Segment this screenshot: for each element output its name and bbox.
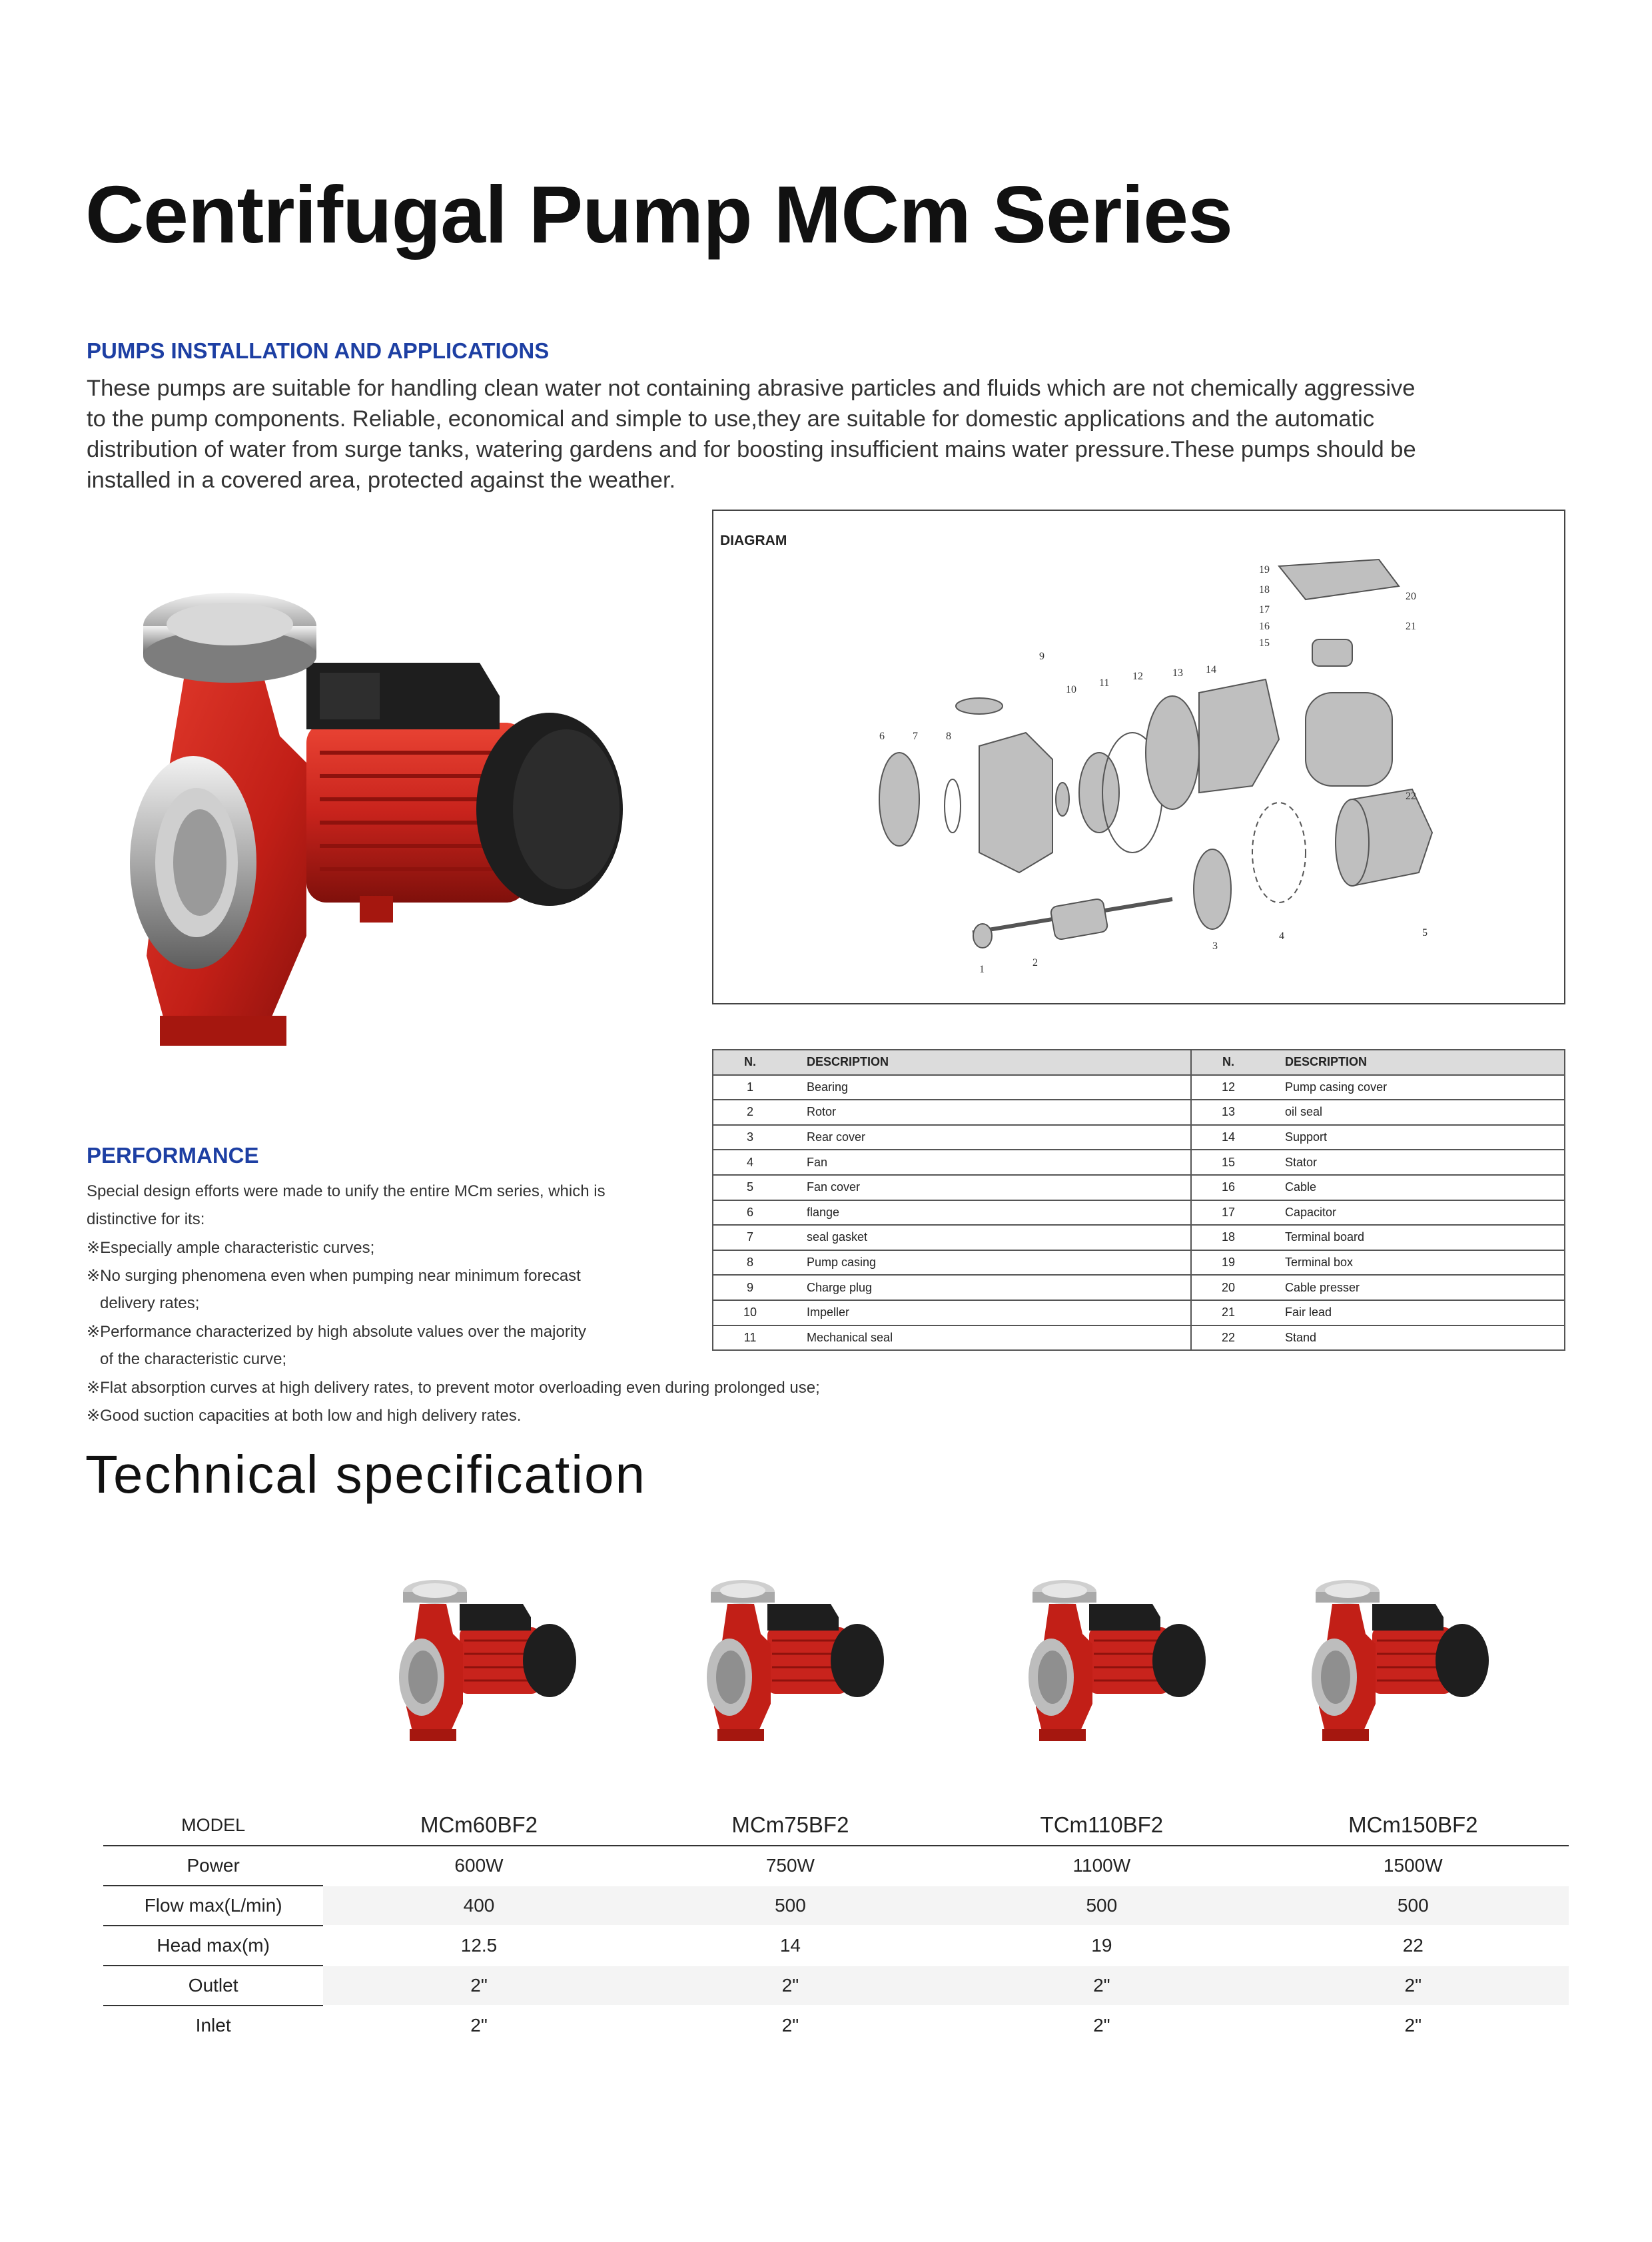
spec-value: 14 xyxy=(779,1935,801,1956)
callout-18: 18 xyxy=(1259,584,1270,595)
spec-row xyxy=(103,1886,1569,1925)
pump-thumbnail xyxy=(1019,1571,1206,1750)
callout-11: 11 xyxy=(1099,677,1110,689)
col-header-description-2: DESCRIPTION xyxy=(1265,1050,1565,1075)
part-description: Terminal board xyxy=(1265,1225,1565,1250)
diagram-label: DIAGRAM xyxy=(720,533,787,548)
performance-heading: PERFORMANCE xyxy=(87,1143,259,1168)
spec-row xyxy=(103,2006,1569,2045)
part-description: Capacitor xyxy=(1265,1200,1565,1226)
spec-value: 2" xyxy=(323,1966,634,2005)
spec-value: 1100W xyxy=(1072,1855,1131,1876)
parts-table-row xyxy=(713,1125,1565,1150)
callout-2: 2 xyxy=(1032,957,1038,968)
parts-table-body xyxy=(713,1075,1565,1351)
spec-value: 2" xyxy=(470,2015,488,2036)
part-description: Fan xyxy=(787,1150,1191,1175)
part-number: 21 xyxy=(1191,1300,1265,1325)
part-description: Rear cover xyxy=(787,1125,1191,1150)
callout-12: 12 xyxy=(1132,671,1143,682)
parts-table-row xyxy=(713,1150,1565,1175)
part-description: Rotor xyxy=(787,1100,1191,1125)
col-header-number: N. xyxy=(713,1050,787,1075)
pump-thumbnail xyxy=(697,1571,884,1750)
part-number: 17 xyxy=(1191,1200,1265,1226)
callout-21: 21 xyxy=(1406,621,1416,632)
spec-value: 600W xyxy=(454,1855,504,1876)
part-number: 1 xyxy=(713,1075,787,1100)
part-number: 22 xyxy=(1191,1325,1265,1351)
parts-table-row xyxy=(713,1075,1565,1100)
spec-label: Head max(m) xyxy=(157,1935,270,1956)
callout-9: 9 xyxy=(1039,651,1044,662)
part-number: 5 xyxy=(713,1175,787,1200)
part-number: 13 xyxy=(1191,1100,1265,1125)
part-number: 14 xyxy=(1191,1125,1265,1150)
spec-label: Flow max(L/min) xyxy=(144,1895,282,1916)
part-description: Impeller xyxy=(787,1300,1191,1325)
part-number: 8 xyxy=(713,1250,787,1276)
callout-16: 16 xyxy=(1259,621,1270,632)
spec-label: Power xyxy=(187,1855,240,1876)
part-description: Support xyxy=(1265,1125,1565,1150)
spec-value: 2" xyxy=(635,1966,946,2005)
performance-line: ※Especially ample characteristic curves; xyxy=(87,1239,375,1257)
part-number: 7 xyxy=(713,1225,787,1250)
callout-22: 22 xyxy=(1406,791,1416,802)
callout-3: 3 xyxy=(1212,940,1218,952)
part-description: Stand xyxy=(1265,1325,1565,1351)
performance-line: delivery rates; xyxy=(87,1294,200,1312)
spec-value: 500 xyxy=(635,1886,946,1925)
part-number: 12 xyxy=(1191,1075,1265,1100)
part-description: Cable presser xyxy=(1265,1275,1565,1300)
part-description: Terminal box xyxy=(1265,1250,1565,1276)
installation-line: to the pump components. Reliable, economical and simple to use,they are suitable for domestic applications and the automatic xyxy=(87,406,1375,432)
technical-specification-title: Technical specification xyxy=(85,1445,646,1504)
callout-10: 10 xyxy=(1066,684,1076,695)
installation-line: installed in a covered area, protected against the weather. xyxy=(87,468,676,493)
specification-table-body xyxy=(103,1805,1569,2045)
installation-line: distribution of water from surge tanks, watering gardens and for boosting insufficient mains water pressure.These pumps should be xyxy=(87,437,1416,462)
spec-label: Outlet xyxy=(188,1975,238,1996)
callout-8: 8 xyxy=(946,731,951,742)
exploded-view-diagram xyxy=(799,540,1465,992)
part-number: 4 xyxy=(713,1150,787,1175)
part-number: 19 xyxy=(1191,1250,1265,1276)
spec-row xyxy=(103,1926,1569,1965)
installation-heading: PUMPS INSTALLATION AND APPLICATIONS xyxy=(87,338,550,363)
part-description: flange xyxy=(787,1200,1191,1226)
performance-line: distinctive for its: xyxy=(87,1210,205,1228)
spec-value: 2" xyxy=(946,1966,1257,2005)
parts-table-row xyxy=(713,1250,1565,1276)
model-row xyxy=(103,1805,1569,1845)
performance-line: of the characteristic curve; xyxy=(87,1350,287,1368)
callout-4: 4 xyxy=(1279,931,1284,942)
part-number: 6 xyxy=(713,1200,787,1226)
part-description: Charge plug xyxy=(787,1275,1191,1300)
callout-20: 20 xyxy=(1406,591,1416,602)
part-description: Pump casing cover xyxy=(1265,1075,1565,1100)
parts-table-row xyxy=(713,1100,1565,1125)
pump-thumbnail xyxy=(390,1571,576,1750)
installation-line: These pumps are suitable for handling clean water not containing abrasive particles and fluids which are not chemically aggressive xyxy=(87,376,1416,401)
model-name: TCm110BF2 xyxy=(1040,1812,1164,1837)
parts-table-row xyxy=(713,1325,1565,1351)
parts-table xyxy=(712,1049,1565,1351)
spec-value: 2" xyxy=(1258,1966,1569,2005)
performance-line: ※Good suction capacities at both low and high delivery rates. xyxy=(87,1407,522,1425)
part-description: Fan cover xyxy=(787,1175,1191,1200)
pump-thumbnail xyxy=(1302,1571,1489,1750)
parts-table-header xyxy=(713,1050,1565,1075)
part-number: 2 xyxy=(713,1100,787,1125)
spec-value: 12.5 xyxy=(460,1935,498,1956)
spec-label: Inlet xyxy=(195,2015,231,2036)
part-description: Stator xyxy=(1265,1150,1565,1175)
col-header-number-2: N. xyxy=(1191,1050,1265,1075)
specification-table xyxy=(103,1805,1569,2045)
model-name: MCm75BF2 xyxy=(731,1812,849,1837)
callout-13: 13 xyxy=(1172,667,1183,679)
part-description: seal gasket xyxy=(787,1225,1191,1250)
spec-value: 22 xyxy=(1402,1935,1424,1956)
performance-line: ※Performance characterized by high absolute values over the majority xyxy=(87,1323,586,1341)
part-description: Pump casing xyxy=(787,1250,1191,1276)
page-title: Centrifugal Pump MCm Series xyxy=(85,169,1232,260)
spec-value: 400 xyxy=(323,1886,634,1925)
part-description: Bearing xyxy=(787,1075,1191,1100)
spec-value: 2" xyxy=(781,2015,799,2036)
part-number: 9 xyxy=(713,1275,787,1300)
spec-row xyxy=(103,1846,1569,1885)
callout-19: 19 xyxy=(1259,564,1270,575)
parts-table-row xyxy=(713,1200,1565,1226)
spec-value: 750W xyxy=(765,1855,815,1876)
callout-7: 7 xyxy=(913,731,918,742)
performance-line: ※No surging phenomena even when pumping near minimum forecast xyxy=(87,1267,581,1285)
part-description: Fair lead xyxy=(1265,1300,1565,1325)
spec-value: 1500W xyxy=(1383,1855,1443,1876)
callout-14: 14 xyxy=(1206,664,1216,675)
model-label: MODEL xyxy=(181,1814,246,1835)
part-number: 18 xyxy=(1191,1225,1265,1250)
col-header-description: DESCRIPTION xyxy=(787,1050,1191,1075)
callout-15: 15 xyxy=(1259,637,1270,649)
performance-line: ※Flat absorption curves at high delivery rates, to prevent motor overloading even during prolonged use; xyxy=(87,1379,820,1397)
pump-product-image xyxy=(107,563,639,1069)
callout-17: 17 xyxy=(1259,604,1270,615)
callout-5: 5 xyxy=(1422,927,1428,938)
part-description: oil seal xyxy=(1265,1100,1565,1125)
performance-line: Special design efforts were made to unify the entire MCm series, which is xyxy=(87,1182,606,1200)
parts-table-row xyxy=(713,1300,1565,1325)
spec-value: 19 xyxy=(1091,1935,1112,1956)
spec-value: 2" xyxy=(1093,2015,1110,2036)
part-number: 15 xyxy=(1191,1150,1265,1175)
parts-table-row xyxy=(713,1275,1565,1300)
installation-paragraph xyxy=(87,373,1525,496)
spec-row xyxy=(103,1966,1569,2005)
part-number: 16 xyxy=(1191,1175,1265,1200)
model-name: MCm150BF2 xyxy=(1348,1812,1478,1837)
part-description: Cable xyxy=(1265,1175,1565,1200)
callout-6: 6 xyxy=(879,731,885,742)
parts-table-row xyxy=(713,1225,1565,1250)
parts-table-row xyxy=(713,1175,1565,1200)
spec-value: 500 xyxy=(1258,1886,1569,1925)
part-number: 20 xyxy=(1191,1275,1265,1300)
callout-1: 1 xyxy=(979,964,985,975)
part-number: 10 xyxy=(713,1300,787,1325)
part-number: 3 xyxy=(713,1125,787,1150)
spec-value: 2" xyxy=(1404,2015,1422,2036)
spec-value: 500 xyxy=(946,1886,1257,1925)
part-description: Mechanical seal xyxy=(787,1325,1191,1351)
part-number: 11 xyxy=(713,1325,787,1351)
model-name: MCm60BF2 xyxy=(420,1812,538,1837)
